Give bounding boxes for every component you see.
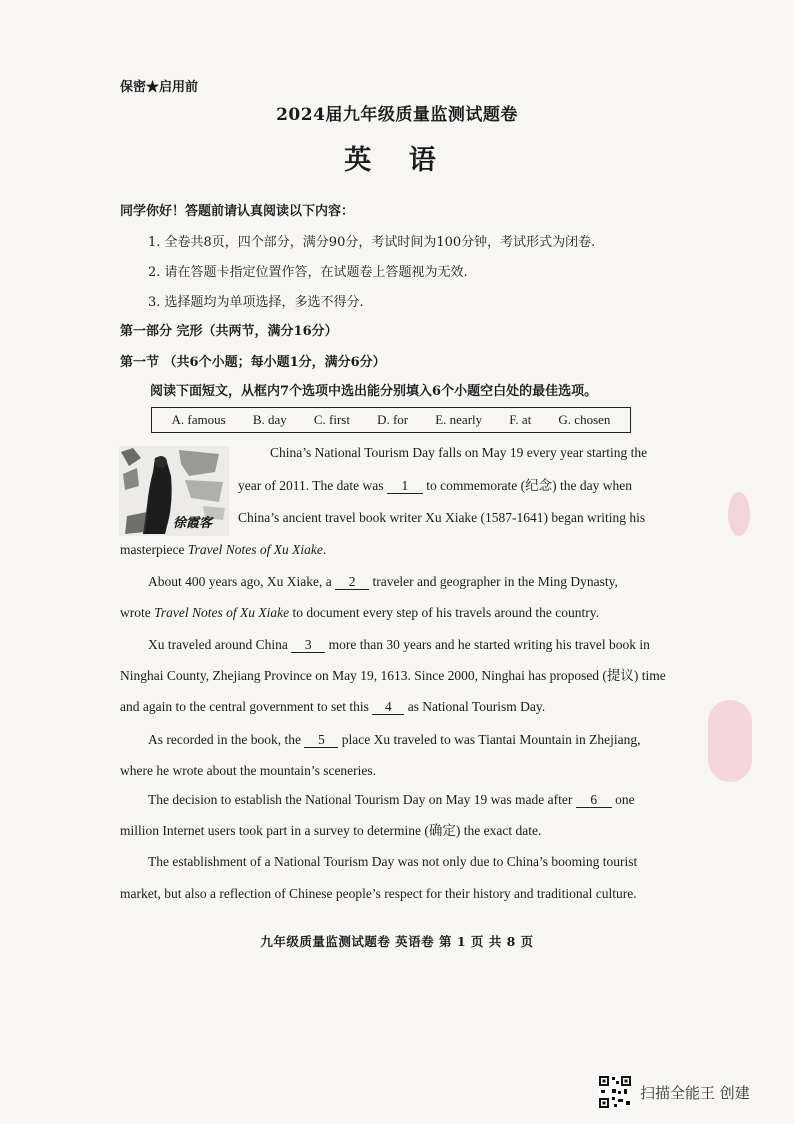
blank-2: 2 [335,574,369,590]
notice-intro: 同学你好！答题前请认真阅读以下内容： [120,204,355,219]
book-title: Travel Notes of Xu Xiake [187,542,323,557]
option-f: F. at [509,412,532,427]
passage-text: Xu traveled around China [148,637,288,652]
passage-text: The decision to establish the National Tourism Day on May 19 was made after [148,792,573,807]
passage-text: place Xu traveled to was Tiantai Mountain in Zhejiang, [341,732,641,747]
option-c: C. first [313,412,350,427]
finger-shadow [708,700,752,782]
blank-6: 6 [576,792,612,808]
blank-5: 5 [304,732,338,748]
passage-line [148,629,650,660]
notice-rule-1: 1. 全卷共8页，四个部分，满分90分，考试时间为100分钟，考试形式为闭卷. [148,235,596,250]
option-d: D. for [377,412,409,427]
portrait-caption: 徐霞客 [173,516,213,531]
passage-text: as National Tourism Day. [407,699,546,714]
option-e: E. nearly [435,412,483,427]
passage-line: Ninghai County, Zhejiang Province on May 19, 1613. Since 2000, Ninghai has proposed (提议) time [120,668,666,683]
subject-title: 英 语 [344,145,450,176]
passage-line [148,566,618,597]
passage-text: wrote [120,605,151,620]
option-a: A. famous [171,412,226,427]
passage-text: more than 30 years and he started writing his travel book in [328,637,650,652]
passage-line [120,691,545,722]
passage-text: As recorded in the book, the [148,732,301,747]
passage-line: market, but also a reflection of Chinese people’s respect for their history and traditional culture. [120,886,637,901]
notice-rule-3: 3. 选择题均为单项选择，多选不得分. [148,295,364,310]
passage-text: About 400 years ago, Xu Xiake, a [148,574,332,589]
blank-1: 1 [387,478,423,494]
option-box [151,407,631,433]
passage-line: million Internet users took part in a survey to determine (确定) the exact date. [120,823,542,838]
book-title: Travel Notes of Xu Xiake [154,605,290,620]
passage-line [120,534,326,565]
part-title: 第一部分 完形（共两节，满分16分） [120,324,338,339]
xu-xiake-portrait [119,446,229,536]
exam-title: 2024届九年级质量监测试题卷 [276,105,518,125]
option-g: G. chosen [558,412,611,427]
option-b: B. day [252,412,287,427]
section-instruction: 阅读下面短文，从框内7个选项中选出能分别填入6个小题空白处的最佳选项。 [150,384,598,399]
passage-text: masterpiece [120,542,185,557]
finger-shadow [728,492,750,536]
passage-text: to document every step of his travels around the country. [292,605,600,620]
passage-line: where he wrote about the mountain’s sceneries. [120,763,377,778]
passage-line [148,784,635,815]
passage-line [148,724,641,755]
blank-3: 3 [291,637,325,653]
passage-text: . [322,542,327,557]
passage-text: and again to the central government to set this [120,699,369,714]
confidential-mark: 保密★启用前 [120,80,199,95]
qr-code-icon [598,1075,632,1109]
passage-line [120,597,599,628]
blank-4: 4 [372,699,404,715]
passage-line: China’s National Tourism Day falls on May 19 every year starting the [270,445,648,460]
passage-text: one [615,792,635,807]
notice-rule-2: 2. 请在答题卡指定位置作答，在试题卷上答题视为无效. [148,265,468,280]
section-title: 第一节 （共6个小题；每小题1分，满分6分） [120,355,386,370]
passage-text: year of 2011. The date was [238,478,384,493]
scanner-watermark: 扫描全能王 创建 [640,1084,750,1102]
passage-line: China’s ancient travel book writer Xu Xiake (1587-1641) began writing his [238,510,646,525]
passage-line: The establishment of a National Tourism Day was not only due to China’s booming tourist [148,854,638,869]
page-footer: 九年级质量监测试题卷 英语卷 第 1 页 共 8 页 [260,934,534,949]
passage-text: to commemorate (纪念) the day when [426,478,633,493]
passage-line [238,470,632,501]
passage-text: traveler and geographer in the Ming Dynasty, [372,574,618,589]
